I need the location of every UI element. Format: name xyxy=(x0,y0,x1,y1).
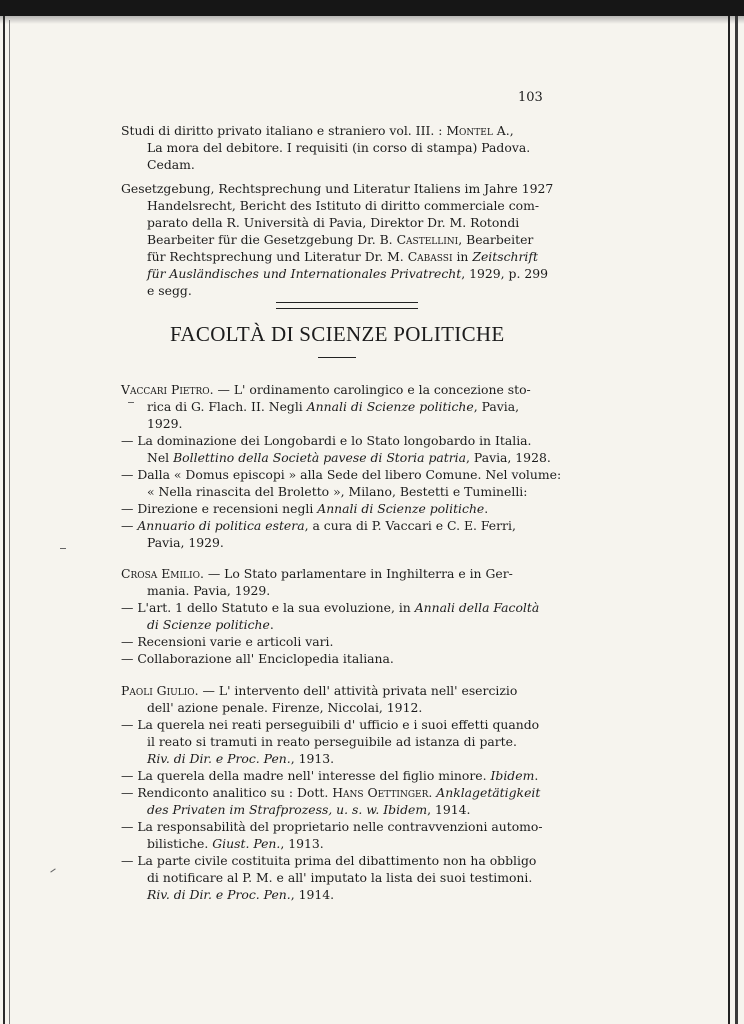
paoli-entry-4-line-1: — Rendiconto analitico su : Dott. Hans Oettinger. Anklagetätigkeit xyxy=(121,785,541,800)
vaccari-entry-1-line-3: 1929. xyxy=(147,416,183,431)
entry-studi-line-1: Studi di diritto privato italiano e straniero vol. III. : Montel A., xyxy=(121,123,514,138)
entry-gesetz-line-5: für Rechtsprechung und Literatur Dr. M. Cabassi in Zeitschrift xyxy=(147,249,538,264)
vaccari-entry-4: — Direzione e recensioni negli Annali di Scienze politiche. xyxy=(121,501,489,516)
entry-gesetz-line-4: Bearbeiter für die Gesetzgebung Dr. B. Castellini, Bearbeiter xyxy=(147,232,534,247)
scan-speck xyxy=(50,868,55,872)
author-name: Vaccari Pietro. xyxy=(121,382,214,397)
vaccari-entry-2-line-2: Nel Bollettino della Società pavese di Storia patria, Pavia, 1928. xyxy=(147,450,551,465)
vaccari-entry-1-line-1: Vaccari Pietro. — L' ordinamento carolingico e la concezione sto- xyxy=(121,382,531,397)
paoli-entry-5-line-1: — La responsabilità del proprietario nelle contravvenzioni automo- xyxy=(121,819,543,834)
crosa-entry-1-line-1: Crosa Emilio. — Lo Stato parlamentare in Inghilterra e in Ger- xyxy=(121,566,513,581)
paoli-entry-2-line-3: Riv. di Dir. e Proc. Pen., 1913. xyxy=(147,751,335,766)
paoli-entry-1-line-1: Paoli Giulio. — L' intervento dell' attività privata nell' esercizio xyxy=(121,683,518,698)
crosa-entry-2-line-2: di Scienze politiche. xyxy=(147,617,274,632)
paoli-entry-4-line-2: des Privaten im Strafprozess, u. s. w. Ibidem, 1914. xyxy=(147,802,471,817)
paoli-entry-2-line-1: — La querela nei reati perseguibili d' ufficio e i suoi effetti quando xyxy=(121,717,540,732)
author-name: Montel A. xyxy=(446,123,510,138)
entry-gesetz-line-7: e segg. xyxy=(147,283,192,298)
entry-gesetz-line-2: Handelsrecht, Bericht des Istituto di diritto commerciale com- xyxy=(147,198,540,213)
vaccari-entry-3-line-1: — Dalla « Domus episcopi » alla Sede del libero Comune. Nel volume: xyxy=(121,467,562,482)
entry-gesetz-line-3: parato della R. Università di Pavia, Direktor Dr. M. Rotondi xyxy=(147,215,520,230)
entry-gesetz-line-1: Gesetzgebung, Rechtsprechung und Literatur Italiens im Jahre 1927 xyxy=(121,181,554,196)
scan-speck xyxy=(128,402,134,403)
scan-right-border xyxy=(728,16,730,1024)
crosa-entry-2-line-1: — L'art. 1 dello Statuto e la sua evoluzione, in Annali della Facoltà xyxy=(121,600,540,615)
crosa-entry-4: — Collaborazione all' Enciclopedia italiana. xyxy=(121,651,394,666)
vaccari-entry-5-line-1: — Annuario di politica estera, a cura di P. Vaccari e C. E. Ferri, xyxy=(121,518,516,533)
entry-studi-line-2: La mora del debitore. I requisiti (in corso di stampa) Padova. xyxy=(147,140,531,155)
vaccari-entry-5-line-2: Pavia, 1929. xyxy=(147,535,224,550)
entry-gesetz-line-6: für Ausländisches und Internationales Privatrecht, 1929, p. 299 xyxy=(147,266,549,281)
page-number: 103 xyxy=(518,90,543,105)
crosa-entry-1-line-2: mania. Pavia, 1929. xyxy=(147,583,271,598)
crosa-entry-3: — Recensioni varie e articoli vari. xyxy=(121,634,334,649)
paoli-entry-6-line-1: — La parte civile costituita prima del dibattimento non ha obbligo xyxy=(121,853,537,868)
paoli-entry-6-line-2: di notificare al P. M. e all' imputato la lista dei suoi testimoni. xyxy=(147,870,533,885)
author-name: Paoli Giulio. xyxy=(121,683,199,698)
vaccari-entry-2-line-1: — La dominazione dei Longobardi e lo Stato longobardo in Italia. xyxy=(121,433,532,448)
scan-top-border xyxy=(0,0,744,16)
paoli-entry-5-line-2: bilistiche. Giust. Pen., 1913. xyxy=(147,836,324,851)
scan-top-shadow xyxy=(0,16,744,24)
vaccari-entry-1-line-2: rica di G. Flach. II. Negli Annali di Scienze politiche, Pavia, xyxy=(147,399,520,414)
scan-left-border xyxy=(3,16,5,1024)
scan-speck xyxy=(60,548,66,549)
paoli-entry-1-line-2: dell' azione penale. Firenze, Niccolai, 1912. xyxy=(147,700,423,715)
entry-studi-line-3: Cedam. xyxy=(147,157,195,172)
author-name: Crosa Emilio. xyxy=(121,566,204,581)
section-title: FACOLTÀ DI SCIENZE POLITICHE xyxy=(170,322,505,346)
paoli-entry-2-line-2: il reato si tramuti in reato perseguibile ad istanza di parte. xyxy=(147,734,517,749)
scan-left-border-inner xyxy=(9,20,10,1024)
section-divider-double-rule xyxy=(276,302,418,309)
section-title-underline xyxy=(318,357,356,358)
paoli-entry-3: — La querela della madre nell' interesse del figlio minore. Ibidem. xyxy=(121,768,539,783)
scan-right-border-outer xyxy=(735,16,738,1024)
vaccari-entry-3-line-2: « Nella rinascita del Broletto », Milano, Bestetti e Tuminelli: xyxy=(147,484,528,499)
paoli-entry-6-line-3: Riv. di Dir. e Proc. Pen., 1914. xyxy=(147,887,335,902)
